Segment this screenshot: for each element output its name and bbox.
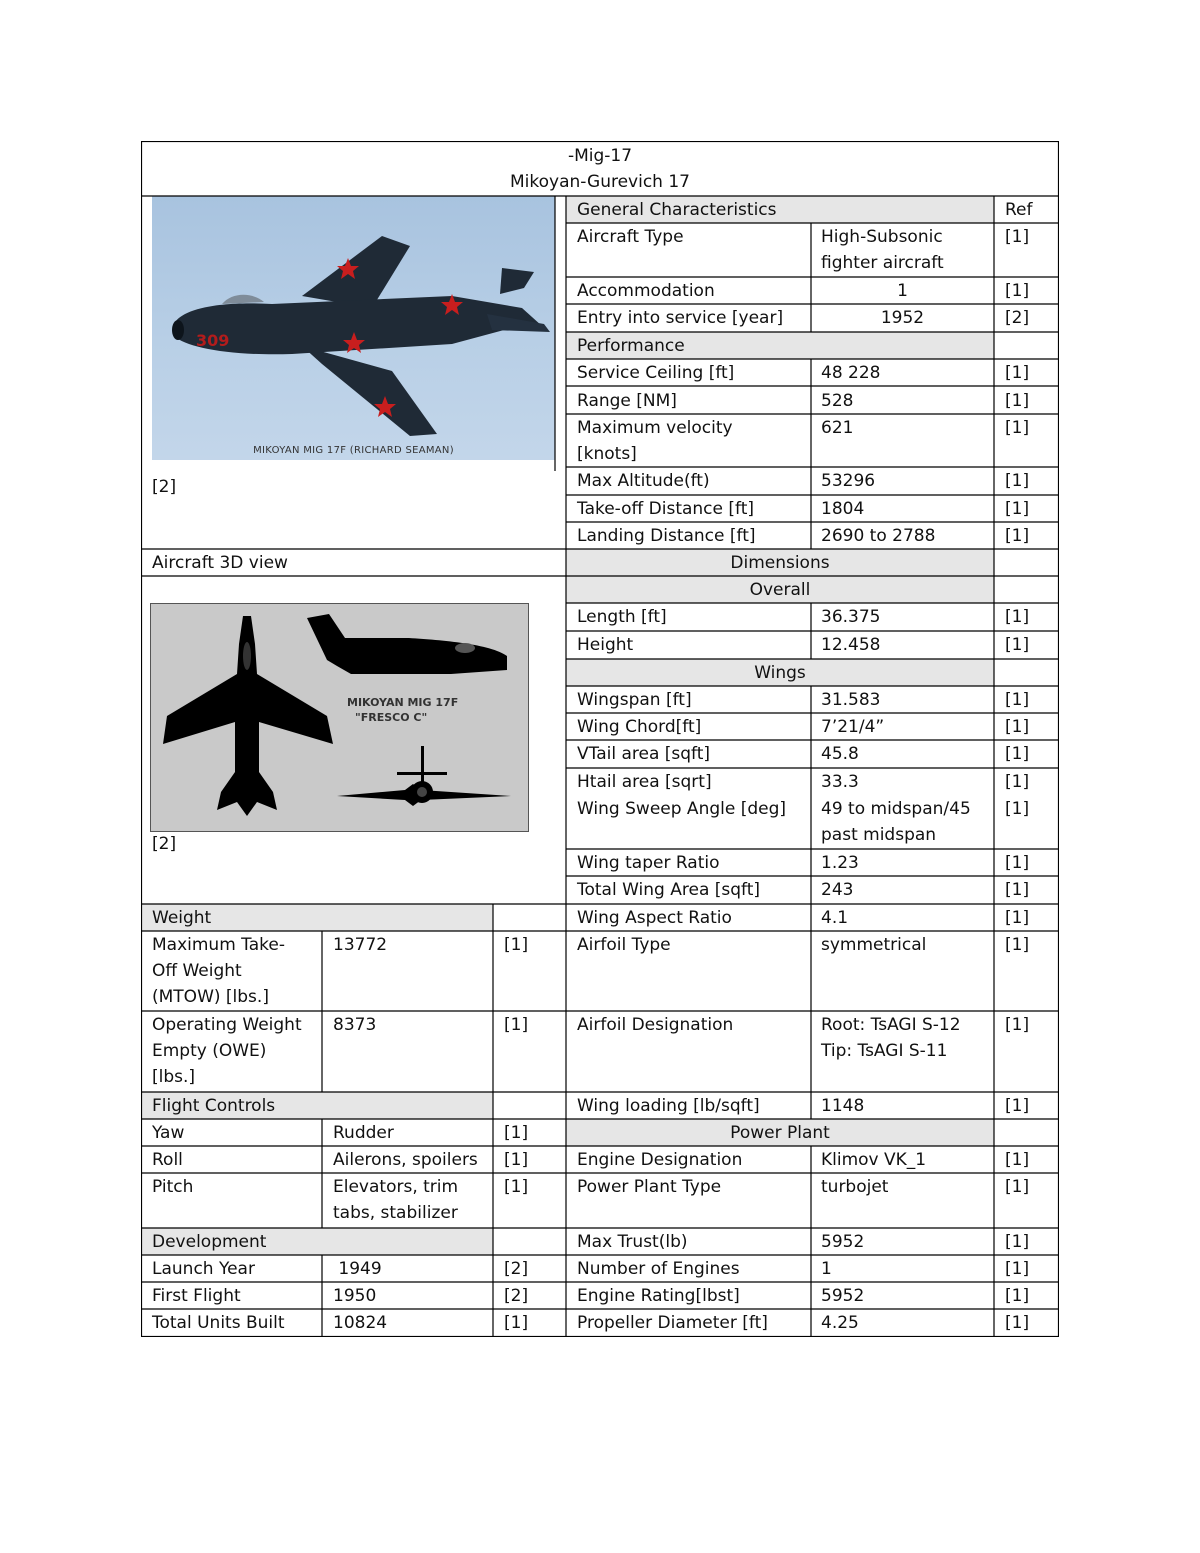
mtow-label-3: (MTOW) [lbs.] [152,987,269,1007]
propeller-diameter-ref: [1] [1005,1313,1030,1333]
wing-sweep-value-2: past midspan [821,825,937,845]
wings-header: Wings [754,663,806,683]
accommodation-ref: [1] [1005,281,1030,301]
mtow-label-1: Maximum Take- [152,935,285,955]
power-plant-type-ref: [1] [1005,1177,1030,1197]
wing-taper-value: 1.23 [821,853,859,873]
vtail-area-label: VTail area [sqft] [577,744,711,764]
airfoil-type-label: Airfoil Type [577,935,671,955]
ref-header: Ref [1005,200,1033,220]
height-value: 12.458 [821,635,881,655]
aircraft-type-value-1: High-Subsonic [821,227,943,247]
aircraft-full-name: Mikoyan-Gurevich 17 [509,172,690,192]
height-label: Height [577,635,634,655]
first-flight-value: 1950 [333,1286,377,1306]
overall-header: Overall [749,580,811,600]
wing-sweep-value-1: 49 to midspan/45 [821,799,971,819]
propeller-diameter-label: Propeller Diameter [ft] [577,1313,768,1333]
engine-rating-value: 5952 [821,1286,865,1306]
takeoff-distance-ref: [1] [1005,499,1030,519]
max-altitude-ref: [1] [1005,471,1030,491]
weight-header: Weight [152,908,212,928]
aircraft-code-title: -Mig-17 [567,146,633,166]
first-flight-label: First Flight [152,1286,241,1306]
view3d-label: Aircraft 3D view [152,553,288,573]
airfoil-type-ref: [1] [1005,935,1030,955]
owe-label-1: Operating Weight [152,1015,302,1035]
vtail-area-value: 45.8 [821,744,859,764]
range-ref: [1] [1005,391,1030,411]
vtail-area-ref: [1] [1005,744,1030,764]
airfoil-designation-label: Airfoil Designation [577,1015,734,1035]
wing-aspect-label: Wing Aspect Ratio [577,908,732,928]
accommodation-value: 1 [897,281,908,301]
first-flight-ref: [2] [504,1286,529,1306]
launch-year-label: Launch Year [152,1259,255,1279]
wing-chord-value: 7’21/4” [821,717,885,737]
wingspan-label: Wingspan [ft] [577,690,692,710]
airfoil-designation-value-1: Root: TsAGI S-12 [821,1015,961,1035]
service-ceiling-label: Service Ceiling [ft] [577,363,735,383]
three-view-subtitle: "FRESCO C" [355,711,428,724]
owe-label-3: [lbs.] [152,1067,196,1087]
wingspan-ref: [1] [1005,690,1030,710]
photo-caption: MIKOYAN MIG 17F (RICHARD SEAMAN) [253,445,454,456]
roll-label: Roll [152,1150,183,1170]
wing-loading-value: 1148 [821,1096,865,1116]
entry-service-value: 1952 [880,308,925,328]
engine-rating-ref: [1] [1005,1286,1030,1306]
wing-chord-ref: [1] [1005,717,1030,737]
owe-ref: [1] [504,1015,529,1035]
pitch-value-1: Elevators, trim [333,1177,459,1197]
mtow-ref: [1] [504,935,529,955]
engine-rating-label: Engine Rating[lbst] [577,1286,740,1306]
entry-service-ref: [2] [1005,308,1030,328]
general-characteristics-header: General Characteristics [577,200,777,220]
landing-distance-value: 2690 to 2788 [821,526,936,546]
length-label: Length [ft] [577,607,667,627]
htail-area-ref: [1] [1005,772,1030,792]
landing-distance-label: Landing Distance [ft] [577,526,756,546]
max-velocity-ref: [1] [1005,418,1030,438]
pitch-value-2: tabs, stabilizer [333,1203,458,1223]
total-units-ref: [1] [504,1313,529,1333]
performance-header: Performance [577,336,685,356]
launch-year-ref: [2] [504,1259,529,1279]
power-plant-header: Power Plant [730,1123,830,1143]
flight-controls-header: Flight Controls [152,1096,276,1116]
aircraft-type-label: Aircraft Type [577,227,684,247]
wing-aspect-ref: [1] [1005,908,1030,928]
length-ref: [1] [1005,607,1030,627]
owe-label-2: Empty (OWE) [152,1041,267,1061]
view3d-ref: [2] [152,834,177,854]
pitch-label: Pitch [152,1177,194,1197]
yaw-ref: [1] [504,1123,529,1143]
mtow-label-2: Off Weight [152,961,242,981]
total-wing-area-label: Total Wing Area [sqft] [577,880,761,900]
total-wing-area-ref: [1] [1005,880,1030,900]
range-value: 528 [821,391,854,411]
number-engines-value: 1 [821,1259,832,1279]
dimensions-header: Dimensions [730,553,830,573]
total-wing-area-value: 243 [821,880,854,900]
max-velocity-label-2: [knots] [577,444,637,464]
max-trust-value: 5952 [821,1232,865,1252]
service-ceiling-ref: [1] [1005,363,1030,383]
wing-sweep-label: Wing Sweep Angle [deg] [577,799,787,819]
pitch-ref: [1] [504,1177,529,1197]
wing-taper-label: Wing taper Ratio [577,853,720,873]
total-units-label: Total Units Built [152,1313,285,1333]
height-ref: [1] [1005,635,1030,655]
max-trust-ref: [1] [1005,1232,1030,1252]
engine-designation-value: Klimov VK_1 [821,1150,927,1170]
wing-sweep-ref: [1] [1005,799,1030,819]
max-altitude-value: 53296 [821,471,876,491]
engine-designation-ref: [1] [1005,1150,1030,1170]
three-view-title: MIKOYAN MIG 17F [347,696,459,709]
aircraft-type-ref: [1] [1005,227,1030,247]
max-velocity-label-1: Maximum velocity [577,418,733,438]
spec-sheet-table [141,141,1059,1337]
takeoff-distance-value: 1804 [821,499,865,519]
htail-area-value: 33.3 [821,772,859,792]
photo-ref: [2] [152,477,177,497]
max-velocity-value: 621 [821,418,854,438]
landing-distance-ref: [1] [1005,526,1030,546]
total-units-value: 10824 [333,1313,388,1333]
roll-ref: [1] [504,1150,529,1170]
accommodation-label: Accommodation [577,281,715,301]
launch-year-value: 1949 [333,1259,382,1279]
entry-service-label: Entry into service [year] [577,308,784,328]
wing-aspect-value: 4.1 [821,908,849,928]
power-plant-type-value: turbojet [821,1177,889,1197]
engine-designation-label: Engine Designation [577,1150,743,1170]
development-header: Development [152,1232,267,1252]
yaw-label: Yaw [152,1123,185,1143]
max-altitude-label: Max Altitude(ft) [577,471,710,491]
wing-chord-label: Wing Chord[ft] [577,717,702,737]
yaw-value: Rudder [333,1123,394,1143]
owe-value: 8373 [333,1015,377,1035]
number-engines-ref: [1] [1005,1259,1030,1279]
airfoil-type-value: symmetrical [821,935,927,955]
wing-loading-ref: [1] [1005,1096,1030,1116]
wing-taper-ref: [1] [1005,853,1030,873]
service-ceiling-value: 48 228 [821,363,881,383]
aircraft-type-value-2: fighter aircraft [821,253,944,273]
takeoff-distance-label: Take-off Distance [ft] [577,499,755,519]
roll-value: Ailerons, spoilers [333,1150,478,1170]
airfoil-designation-value-2: Tip: TsAGI S-11 [821,1041,948,1061]
wing-loading-label: Wing loading [lb/sqft] [577,1096,760,1116]
propeller-diameter-value: 4.25 [821,1313,859,1333]
number-engines-label: Number of Engines [577,1259,740,1279]
range-label: Range [NM] [577,391,677,411]
airfoil-designation-ref: [1] [1005,1015,1030,1035]
svg-text:309: 309 [196,331,230,350]
power-plant-type-label: Power Plant Type [577,1177,722,1197]
max-trust-label: Max Trust(lb) [577,1232,688,1252]
htail-area-label: Htail area [sqrt] [577,772,712,792]
length-value: 36.375 [821,607,881,627]
mtow-value: 13772 [333,935,388,955]
wingspan-value: 31.583 [821,690,881,710]
